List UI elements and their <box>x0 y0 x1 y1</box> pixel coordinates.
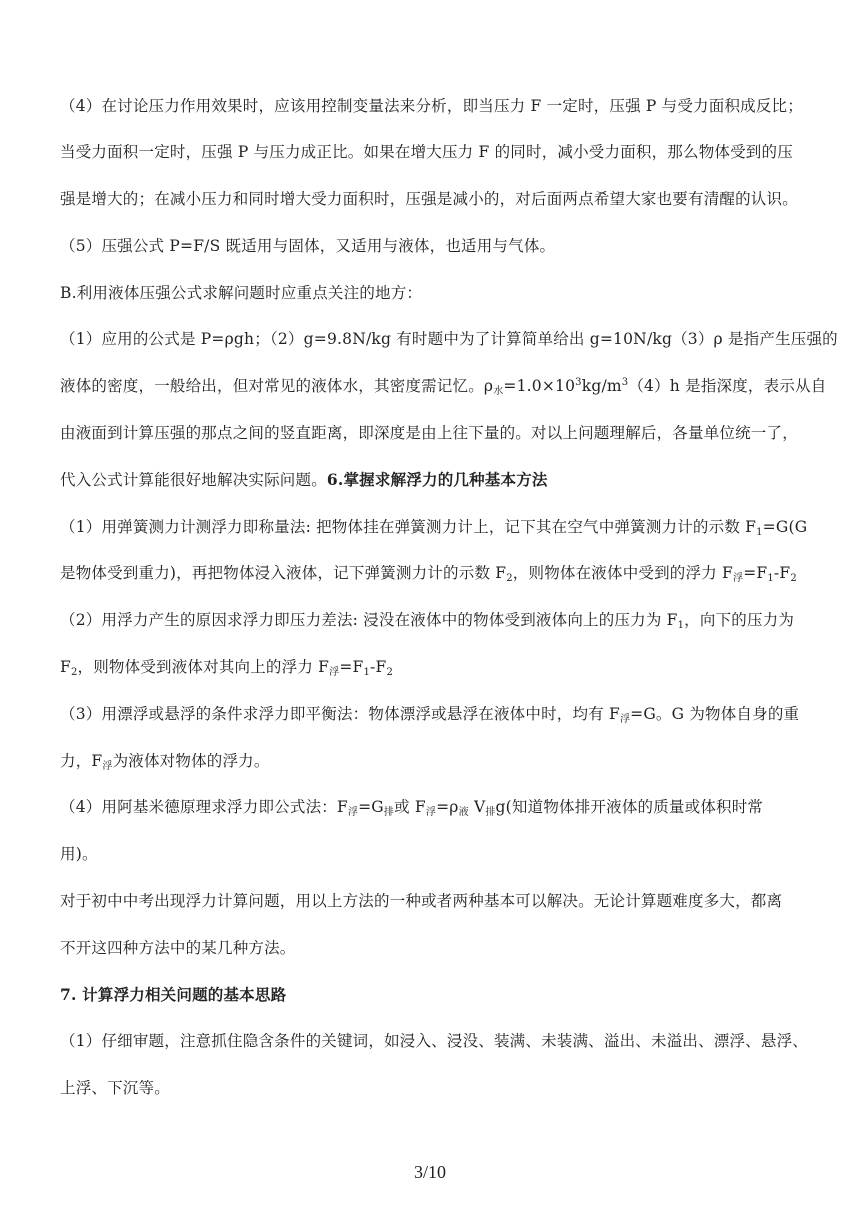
text-line: B.利用液体压强公式求解问题时应重点关注的地方： <box>60 284 423 302</box>
text-line: （2）用浮力产生的原因求浮力即压力差法: 浸没在液体中的物体受到液体向上的压力为 $F_1$，向下的压力为 <box>60 611 795 631</box>
text-line: 是物体受到重力)，再把物体浸入液体，记下弹簧测力计的示数 $F_2$，则物体在液体中受到的浮力 $F_浮=F_1-F_2$ <box>60 564 797 584</box>
text-line: （3）用漂浮或悬浮的条件求浮力即平衡法：物体漂浮或悬浮在液体中时，均有 $F_浮=G$。G 为物体自身的重 <box>60 705 800 725</box>
text-line: 上浮、下沉等。 <box>60 1079 170 1097</box>
text-line: 代入公式计算能很好地解决实际问题。6.掌握求解浮力的几种基本方法 <box>60 470 548 489</box>
text-line: 由液面到计算压强的那点之间的竖直距离，即深度是由上往下量的。对以上问题理解后，各量单位统一了， <box>60 424 798 442</box>
section-heading: 7. 计算浮力相关问题的基本思路 <box>60 985 287 1004</box>
text-line: （4）在讨论压力作用效果时，应该用控制变量法来分析，即当压力 F 一定时，压强 P 与受力面积成反比； <box>60 97 803 115</box>
page-number: 3/10 <box>413 1162 446 1182</box>
text-line: （1）仔细审题，注意抓住隐含条件的关键词，如浸入、浸没、装满、未装满、溢出、未溢出、漂浮、悬浮、 <box>60 1032 808 1050</box>
text-line: 力，$F_浮$为液体对物体的浮力。 <box>60 752 270 772</box>
text-line: 用)。 <box>60 845 98 863</box>
text-line: 对于初中中考出现浮力计算问题，用以上方法的一种或者两种基本可以解决。无论计算题难度多大，都离 <box>60 892 783 910</box>
text-line: （1）用弹簧测力计测浮力即称量法: 把物体挂在弹簧测力计上，记下其在空气中弹簧测力计的示数 $F_1=G(G$ <box>60 518 808 538</box>
section-heading: 6.掌握求解浮力的几种基本方法 <box>326 470 548 489</box>
text-line: （5）压强公式 P=F/S 既适用与固体，又适用与液体，也适用与气体。 <box>60 237 556 255</box>
text-line: 不开这四种方法中的某几种方法。 <box>60 939 296 957</box>
text-line: $F_2$，则物体受到液体对其向上的浮力 $F_浮=F_1-F_2$ <box>60 658 394 678</box>
text-line: （1）应用的公式是 P=ρgh；（2）g=9.8N/kg 有时题中为了计算简单给出 g=10N/kg（3）ρ 是指产生压强的 <box>60 330 838 348</box>
text-line: （4）用阿基米德原理求浮力即公式法：$F_浮=G_排$或 $F_浮=\rho_液$ $V_排g$(知道物体排开液体的质量或体积时常 <box>60 798 764 818</box>
text-line: 强是增大的；在减小压力和同时增大受力面积时，压强是减小的，对后面两点希望大家也要有清醒的认识。 <box>60 190 798 208</box>
text-line: 当受力面积一定时，压强 P 与压力成正比。如果在增大压力 F 的同时，减小受力面积，那么物体受到的压 <box>60 143 793 161</box>
text-line: 液体的密度，一般给出，但对常见的液体水，其密度需记忆。$\rho_水=1.0\times 10^3kg/m^3(4)h$ 是指深度，表示从自 <box>60 377 827 397</box>
